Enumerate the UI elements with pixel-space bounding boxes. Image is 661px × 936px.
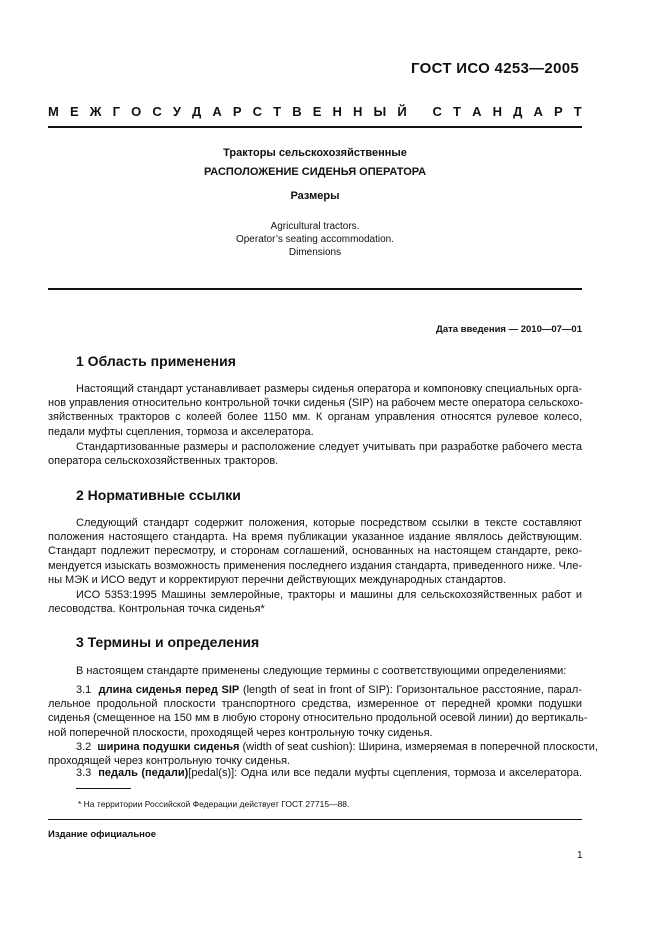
interstate-standard-banner — [48, 104, 582, 119]
banner-letter — [418, 104, 422, 119]
banner-letter: Р — [553, 104, 563, 119]
banner-letter: У — [172, 104, 181, 119]
introduction-date: Дата введения — 2010—07—01 — [436, 324, 582, 335]
text-line: Стандартизованные размеры и расположение следует учитывать при разработке рабочего места — [76, 441, 582, 453]
text-line: Стандарт подлежит пересмотру, и сторонам соглашений, основанных на настоящем стандарте, реко- — [48, 545, 582, 558]
banner-letter: С — [152, 104, 162, 119]
text-line: сиденья (смещенное на 150 мм в любую сторону относительно продольной осевой линии) до вертикаль- — [48, 712, 588, 725]
text-line: положения настоящего стандарта. На время публикации указанное издание являлось действующим. — [48, 531, 582, 544]
text-line: ны МЭК и ИСО ведут и корректируют перечни действующих международных стандартов. — [48, 573, 507, 586]
text-line: лельное продольной плоскости транспортного средства, измеренное от передней кромки подушки — [48, 698, 582, 711]
term-name: ширина подушки сиденья — [97, 741, 240, 753]
official-edition-label: Издание официальное — [48, 829, 156, 840]
text-line — [76, 740, 599, 754]
text-line: проходящей через контрольную точку сиденья. — [48, 755, 291, 768]
term-number: 3.3 — [76, 767, 92, 779]
banner-letter: Е — [312, 104, 322, 119]
paragraph — [48, 588, 582, 616]
document-code: ГОСТ ИСО 4253—2005 — [411, 60, 579, 77]
banner-letter: В — [292, 104, 302, 119]
banner-letter: Н — [492, 104, 502, 119]
header-divider — [48, 126, 582, 128]
term-name: длина сиденья перед SIP — [98, 684, 240, 696]
banner-letter: О — [131, 104, 142, 119]
text-line: нов управления относительно контрольной точки сиденья (SIP) на рабочем месте оператора сельскохо- — [48, 397, 584, 410]
text-line: ИСО 5353:1995 Машины землеройные, тракторы и машины для сельскохозяйственных работ и — [76, 589, 582, 601]
banner-letter: Н — [332, 104, 342, 119]
footnote: * На территории Российской Федерации действует ГОСТ 27715—88. — [78, 799, 350, 809]
banner-letter: Е — [69, 104, 79, 119]
banner-letter: Й — [397, 104, 407, 119]
banner-letter: А — [212, 104, 222, 119]
banner-letter: С — [252, 104, 263, 119]
title-divider — [48, 288, 582, 290]
banner-letter: Т — [453, 104, 461, 119]
footer-divider — [48, 819, 582, 820]
term-name: педаль (педали) — [98, 767, 189, 779]
term-text: [pedal(s)]: Одна или все педали муфты сцепления, тормоза и акселератора. — [188, 767, 583, 779]
text-line: лесоводства. Контрольная точка сиденья* — [48, 603, 265, 616]
english-title — [48, 220, 582, 259]
banner-letter: Т — [273, 104, 282, 119]
text-line: зяйственных тракторов с колеей более 1150 мм. К органам управления относятся рулевое колесо, — [48, 411, 582, 424]
text-line: мендуется изыскать возможность применения последнего издания стандарта, приведенного ниже. Чле- — [48, 559, 582, 572]
banner-letter: Н — [353, 104, 363, 119]
banner-letter: М — [48, 104, 59, 119]
paragraph — [48, 516, 582, 587]
term-text: (length of seat in front of SIP): Горизонтальное расстояние, парал- — [242, 684, 582, 696]
banner-letter: Ж — [89, 104, 102, 119]
text-line: Следующий стандарт содержит положения, которые посредством ссылки в тексте составляют — [76, 517, 582, 529]
banner-letter: Т — [573, 104, 582, 119]
title-line-3: Размеры — [290, 190, 340, 202]
footnote-divider — [76, 788, 131, 789]
english-title-line: Dimensions — [288, 247, 342, 258]
term-definition — [48, 683, 588, 740]
banner-letter: С — [432, 104, 442, 119]
banner-letter: Р — [232, 104, 242, 119]
text-line: В настоящем стандарте применены следующие термины с соответствующими определениями: — [76, 665, 567, 677]
title-line-2: РАСПОЛОЖЕНИЕ СИДЕНЬЯ ОПЕРАТОРА — [203, 166, 427, 178]
page-number: 1 — [577, 850, 583, 861]
banner-letter: А — [533, 104, 543, 119]
banner-letter: А — [472, 104, 482, 119]
banner-letter: Г — [112, 104, 120, 119]
paragraph — [48, 440, 582, 468]
text-line: Настоящий стандарт устанавливает размеры сиденья оператора и компоновку специальных орга- — [76, 383, 582, 395]
text-line — [76, 683, 582, 697]
banner-letter: Д — [192, 104, 202, 119]
paragraph — [76, 664, 582, 678]
term-definition — [48, 740, 599, 768]
title-line-1: Тракторы сельскохозяйственные — [223, 147, 407, 159]
text-line — [76, 766, 582, 780]
english-title-line: Operator’s seating accommodation. — [235, 234, 395, 245]
term-definition — [76, 766, 582, 780]
term-text: (width of seat cushion): Ширина, измеряемая в поперечной плоскости, — [242, 741, 599, 753]
section-heading: 2 Нормативные ссылки — [76, 487, 241, 503]
banner-letter: Ы — [373, 104, 387, 119]
english-title-line: Agricultural tractors. — [270, 221, 360, 232]
text-line: педали муфты сцепления, тормоза и акселератора. — [48, 425, 314, 438]
section-heading: 3 Термины и определения — [76, 634, 260, 650]
text-line: ной поперечной плоскости, проходящей через контрольную точку сиденья. — [48, 726, 433, 739]
section-heading: 1 Область применения — [76, 353, 236, 369]
term-number: 3.1 — [76, 684, 92, 696]
banner-letter: Д — [513, 104, 523, 119]
paragraph — [48, 382, 584, 439]
term-number: 3.2 — [76, 741, 92, 753]
text-line: оператора сельскохозяйственных тракторов. — [48, 455, 279, 468]
